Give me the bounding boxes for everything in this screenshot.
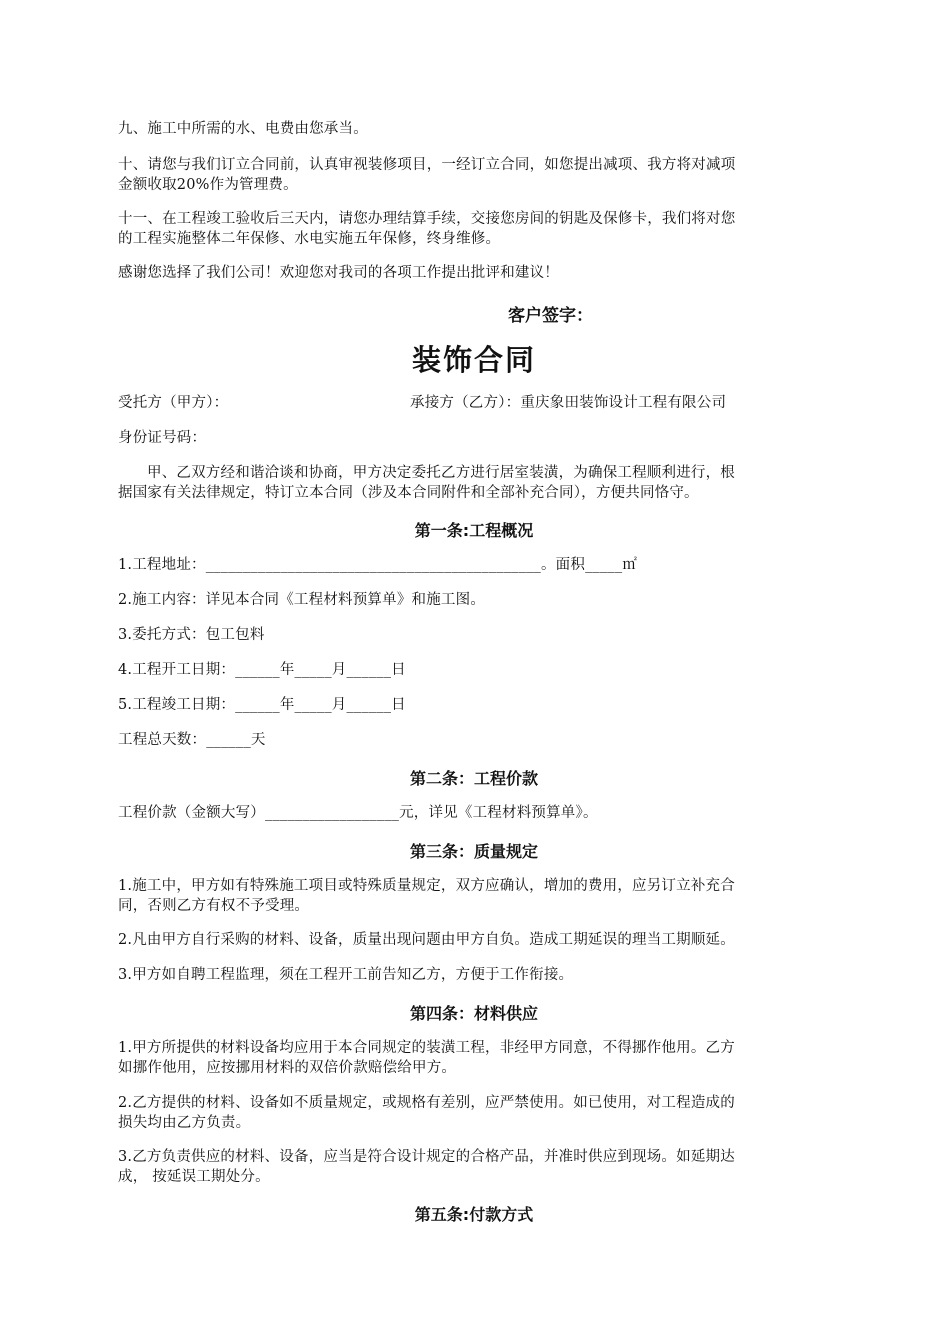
article4-p3-line2: 成， 按延误工期处分。 [118,1169,270,1185]
note-item-10-line1: 十、请您与我们订立合同前，认真审视装修项目，一经订立合同，如您提出减项、我方将对减项 [118,157,736,173]
id-number-label: 身份证号码： [118,430,207,446]
article1-method: 3.委托方式：包工包料 [118,627,265,643]
article1-content: 2.施工内容：详见本合同《工程材料预算单》和施工图。 [118,592,486,608]
party-b-label: 承接方（乙方）：重庆象田装饰设计工程有限公司 [410,395,727,411]
article4-p2-line1: 2.乙方提供的材料、设备如不质量规定，或规格有差别，应严禁使用。如已使用，对工程造成的 [118,1095,735,1111]
party-a-label: 受托方（甲方）： [118,395,229,411]
article1-heading: 第一条:工程概况 [414,521,534,540]
article2-heading: 第二条：工程价款 [409,769,538,788]
intro-line1: 甲、乙双方经和谐洽谈和协商，甲方决定委托乙方进行居室装潢，为确保工程顺利进行，根 [147,465,735,481]
intro-line2: 据国家有关法律规定，特订立本合同（涉及本合同附件和全部补充合同），方便共同恪守。 [118,485,699,501]
article4-p1-line1: 1.甲方所提供的材料设备均应用于本合同规定的装潢工程，非经甲方同意，不得挪作他用。乙方 [118,1040,735,1056]
note-item-9: 九、施工中所需的水、电费由您承当。 [118,121,368,137]
note-item-11-line2: 的工程实施整体二年保修、水电实施五年保修，终身维修。 [118,231,501,247]
article2-price: 工程价款（金额大写）__________________元，详见《工程材料预算单》。 [118,805,598,821]
note-item-10-line2: 金额收取20%作为管理费。 [118,177,298,193]
article5-heading: 第五条:付款方式 [414,1205,534,1224]
note-item-11-line1: 十一、在工程竣工验收后三天内，请您办理结算手续，交接您房间的钥匙及保修卡，我们将对您 [118,211,736,227]
article3-p2: 2.凡由甲方自行采购的材料、设备，质量出现问题由甲方自负。造成工期延误的理当工期顺延。 [118,932,735,948]
article3-heading: 第三条：质量规定 [409,842,538,861]
article4-heading: 第四条：材料供应 [409,1004,538,1023]
article4-p2-line2: 损失均由乙方负责。 [118,1115,251,1131]
article4-p1-line2: 如挪作他用，应按挪用材料的双倍价款赔偿给甲方。 [118,1060,457,1076]
article1-total-days: 工程总天数：______天 [118,732,266,748]
article3-p1-line1: 1.施工中，甲方如有特殊施工项目或特殊质量规定，双方应确认，增加的费用，应另订立补充合 [118,878,735,894]
article4-p3-line1: 3.乙方负责供应的材料、设备，应当是符合设计规定的合格产品，并准时供应到现场。如延期达 [118,1149,735,1165]
article1-start-date: 4.工程开工日期：______年_____月______日 [118,662,406,678]
article3-p3: 3.甲方如自聘工程监理，须在工程开工前告知乙方，方便于工作衔接。 [118,967,574,983]
thanks-text: 感谢您选择了我们公司！欢迎您对我司的各项工作提出批评和建议！ [118,265,559,281]
article1-end-date: 5.工程竣工日期：______年_____月______日 [118,697,406,713]
article3-p1-line2: 同，否则乙方有权不予受理。 [118,898,310,914]
contract-title: 装饰合同 [411,343,536,377]
article1-address: 1.工程地址：_____________________________________________。面积_____㎡ [118,557,638,573]
customer-signature-label: 客户签字： [508,306,593,326]
